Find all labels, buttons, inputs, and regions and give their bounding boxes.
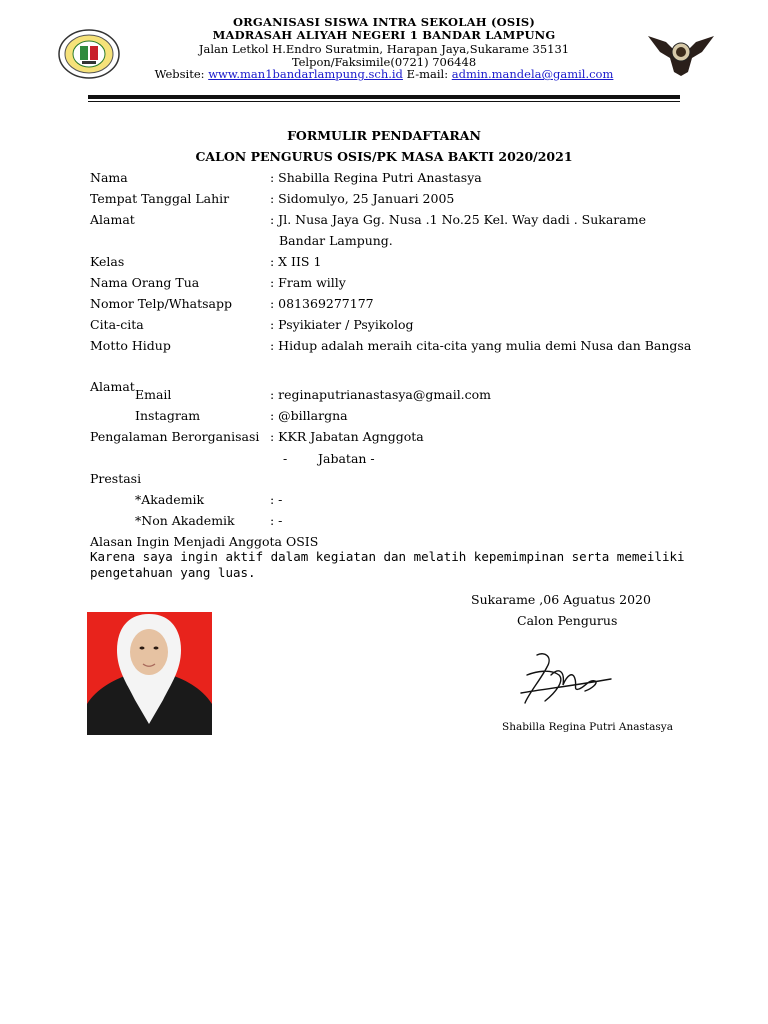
signature-mark bbox=[515, 645, 615, 713]
prestasi-non-akademik-label: *Non Akademik bbox=[135, 513, 235, 528]
field-value-kelas: : X IIS 1 bbox=[270, 254, 322, 269]
field-label-ttl: Tempat Tanggal Lahir bbox=[90, 191, 230, 206]
field-label-cita-cita: Cita-cita bbox=[90, 317, 144, 332]
email-label: E-mail: bbox=[406, 67, 449, 81]
alasan-text-2: pengetahuan yang luas. bbox=[90, 565, 256, 580]
signature-role: Calon Pengurus bbox=[517, 613, 618, 628]
field-label-kelas: Kelas bbox=[90, 254, 125, 269]
field-value-nama: : Shabilla Regina Putri Anastasya bbox=[270, 170, 482, 185]
field-label-telp: Nomor Telp/Whatsapp bbox=[90, 296, 233, 311]
alasan-label: Alasan Ingin Menjadi Anggota OSIS bbox=[90, 534, 319, 549]
field-label-motto: Motto Hidup bbox=[90, 338, 171, 353]
organisasi-value-2: Jabatan - bbox=[318, 451, 375, 466]
prestasi-non-akademik-value: : - bbox=[270, 513, 283, 528]
header-divider-thick bbox=[88, 95, 680, 99]
social-alamat-label: Alamat bbox=[90, 379, 135, 394]
email-link[interactable]: admin.mandela@gamil.com bbox=[451, 67, 614, 81]
organisasi-label: Pengalaman Berorganisasi bbox=[90, 429, 260, 444]
signature-place-date: Sukarame ,06 Aguatus 2020 bbox=[471, 592, 651, 607]
header-org-name: ORGANISASI SISWA INTRA SEKOLAH (OSIS) bbox=[232, 15, 536, 29]
prestasi-label: Prestasi bbox=[90, 471, 142, 486]
field-label-nama: Nama bbox=[90, 170, 128, 185]
website-label: Website: bbox=[154, 67, 205, 81]
field-value-orang-tua: : Fram willy bbox=[270, 275, 346, 290]
signature-name: Shabilla Regina Putri Anastasya bbox=[502, 721, 673, 733]
website-link[interactable]: www.man1bandarlampung.sch.id bbox=[208, 67, 403, 81]
field-value-alamat-2: Bandar Lampung. bbox=[279, 233, 393, 248]
header-address: Jalan Letkol H.Endro Suratmin, Harapan Jaya,Sukarame 35131 bbox=[198, 42, 570, 56]
social-instagram-label: Instagram bbox=[135, 408, 201, 423]
social-instagram-value: : @billargna bbox=[270, 408, 348, 423]
alasan-text-1: Karena saya ingin aktif dalam kegiatan dan melatih kepemimpinan serta memeiliki bbox=[90, 549, 685, 564]
header-contact-line bbox=[0, 67, 768, 81]
prestasi-akademik-value: : - bbox=[270, 492, 283, 507]
social-email-value: : reginaputrianastasya@gmail.com bbox=[270, 387, 492, 402]
field-label-orang-tua: Nama Orang Tua bbox=[90, 275, 200, 290]
field-value-telp: : 081369277177 bbox=[270, 296, 374, 311]
form-title: FORMULIR PENDAFTARAN bbox=[287, 128, 481, 143]
organisasi-value-1: : KKR Jabatan Agnggota bbox=[270, 429, 424, 444]
field-value-cita-cita: : Psyikiater / Psyikolog bbox=[270, 317, 414, 332]
applicant-photo bbox=[87, 612, 212, 735]
prestasi-akademik-label: *Akademik bbox=[135, 492, 205, 507]
form-subtitle: CALON PENGURUS OSIS/PK MASA BAKTI 2020/2021 bbox=[195, 149, 573, 164]
field-value-alamat: : Jl. Nusa Jaya Gg. Nusa .1 No.25 Kel. Way dadi . Sukarame bbox=[270, 212, 646, 227]
organisasi-dash: - bbox=[283, 451, 288, 466]
header-phone: Telpon/Faksimile(0721) 706448 bbox=[291, 55, 477, 69]
field-label-alamat: Alamat bbox=[90, 212, 135, 227]
social-email-label: Email bbox=[135, 387, 172, 402]
field-value-ttl: : Sidomulyo, 25 Januari 2005 bbox=[270, 191, 455, 206]
header-school-name: MADRASAH ALIYAH NEGERI 1 BANDAR LAMPUNG bbox=[212, 28, 556, 42]
header-divider-thin bbox=[88, 101, 680, 102]
field-value-motto: : Hidup adalah meraih cita-cita yang mulia demi Nusa dan Bangsa bbox=[270, 338, 692, 353]
